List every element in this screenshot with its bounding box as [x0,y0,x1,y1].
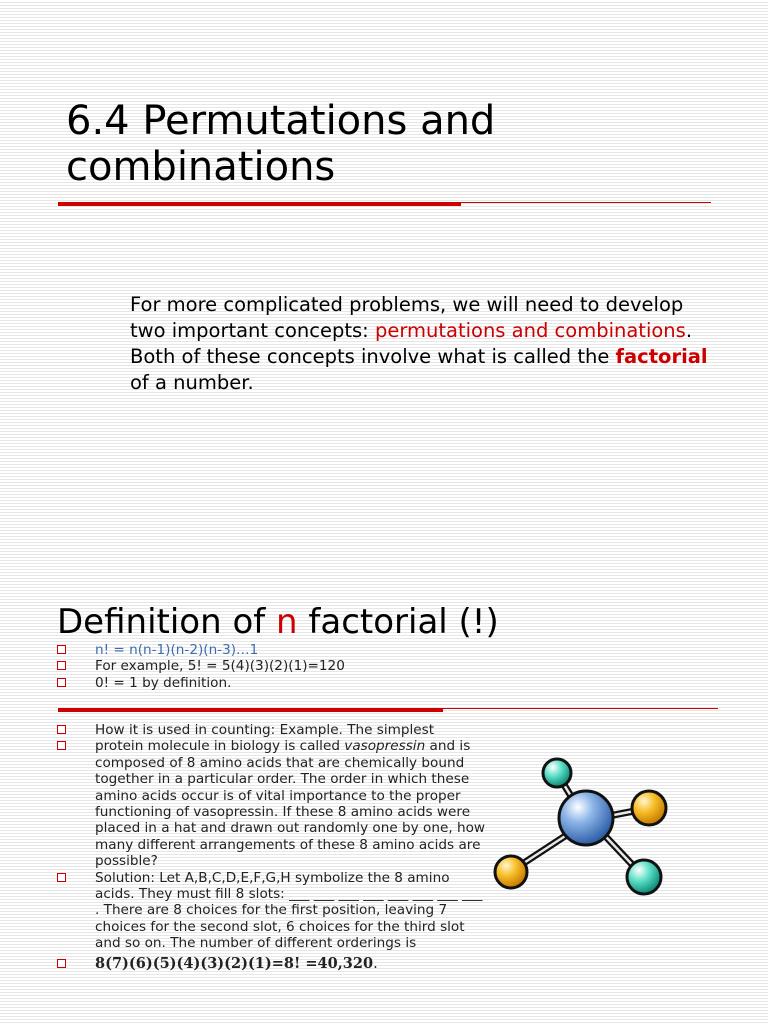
square-bullet-icon [57,741,66,750]
definition-title-n: n [276,602,298,642]
list-item [57,870,487,952]
molecule-atom-top [543,759,571,787]
molecule-atom-left [495,856,527,888]
intro-text-3: of a number. [130,371,254,394]
counting-bullet-2-a: protein molecule in biology is called [95,738,345,755]
definition-title-prefix: Definition of [57,602,277,642]
square-bullet-icon [57,873,66,882]
definition-list [57,642,477,691]
list-item [57,642,477,658]
square-bullet-icon [57,959,66,968]
intro-highlight: permutations and combinations [374,319,686,342]
intro-text-2: . Both of these concepts involve what is called the [130,319,693,368]
slide-title: 6.4 Permutations and combinations [66,98,496,190]
definition-bullet-1: n! = n(n-1)(n-2)(n-3)…1 [95,642,259,658]
list-item [57,658,477,674]
intro-paragraph [130,292,720,396]
definition-bullet-2: For example, 5! = 5(4)(3)(2)(1)=120 [95,658,345,675]
intro-bold-word: factorial [615,345,708,368]
definition-title-suffix: factorial (!) [297,602,499,642]
section-divider-red [58,708,443,712]
counting-bullet-2-italic: vasopressin [344,738,426,755]
intro-text-1: For more complicated problems, we will need to develop two important concepts: [130,293,684,342]
molecule-atom-center [559,791,613,845]
counting-bullet-3: Solution: Let A,B,C,D,E,F,G,H symbolize the 8 amino acids. They must fill 8 slots: ___ ___ ___ ___ ___ ___ ___ ___ . There are 8 choices for the first position, leaving 7 choices for the second slot, 6 choices for the third slot and so on. The number of different orderings is [95,869,483,952]
title-underline-thin [461,202,711,203]
square-bullet-icon [57,678,66,687]
square-bullet-icon [57,645,66,654]
molecule-atom-bottom [627,860,661,894]
molecule-icon [480,750,690,910]
counting-result: 8(7)(6)(5)(4)(3)(2)(1)=8! =40,320 [95,954,374,972]
definition-title [57,600,499,644]
title-underline-red [58,202,461,206]
section-divider-thin [443,708,718,709]
counting-list [57,722,487,972]
counting-result-tail: . [373,955,378,972]
counting-bullet-2-b: and is composed of 8 amino acids that are chemically bound together in a particular order. The order in which these amino acids occur is of vital importance to the proper functioning of vasopressin. If these 8 amino acids were placed in a hat and drawn out randomly one by one, how many different arrangements of these 8 amino acids are possible? [95,738,486,870]
square-bullet-icon [57,661,66,670]
list-item [57,738,487,869]
definition-bullet-3: 0! = 1 by definition. [95,674,232,691]
square-bullet-icon [57,725,66,734]
list-item [57,675,477,691]
list-item [57,722,487,738]
counting-bullet-1: How it is used in counting: Example. The simplest [95,722,435,738]
list-item [57,956,487,972]
molecule-atom-right [632,791,666,825]
